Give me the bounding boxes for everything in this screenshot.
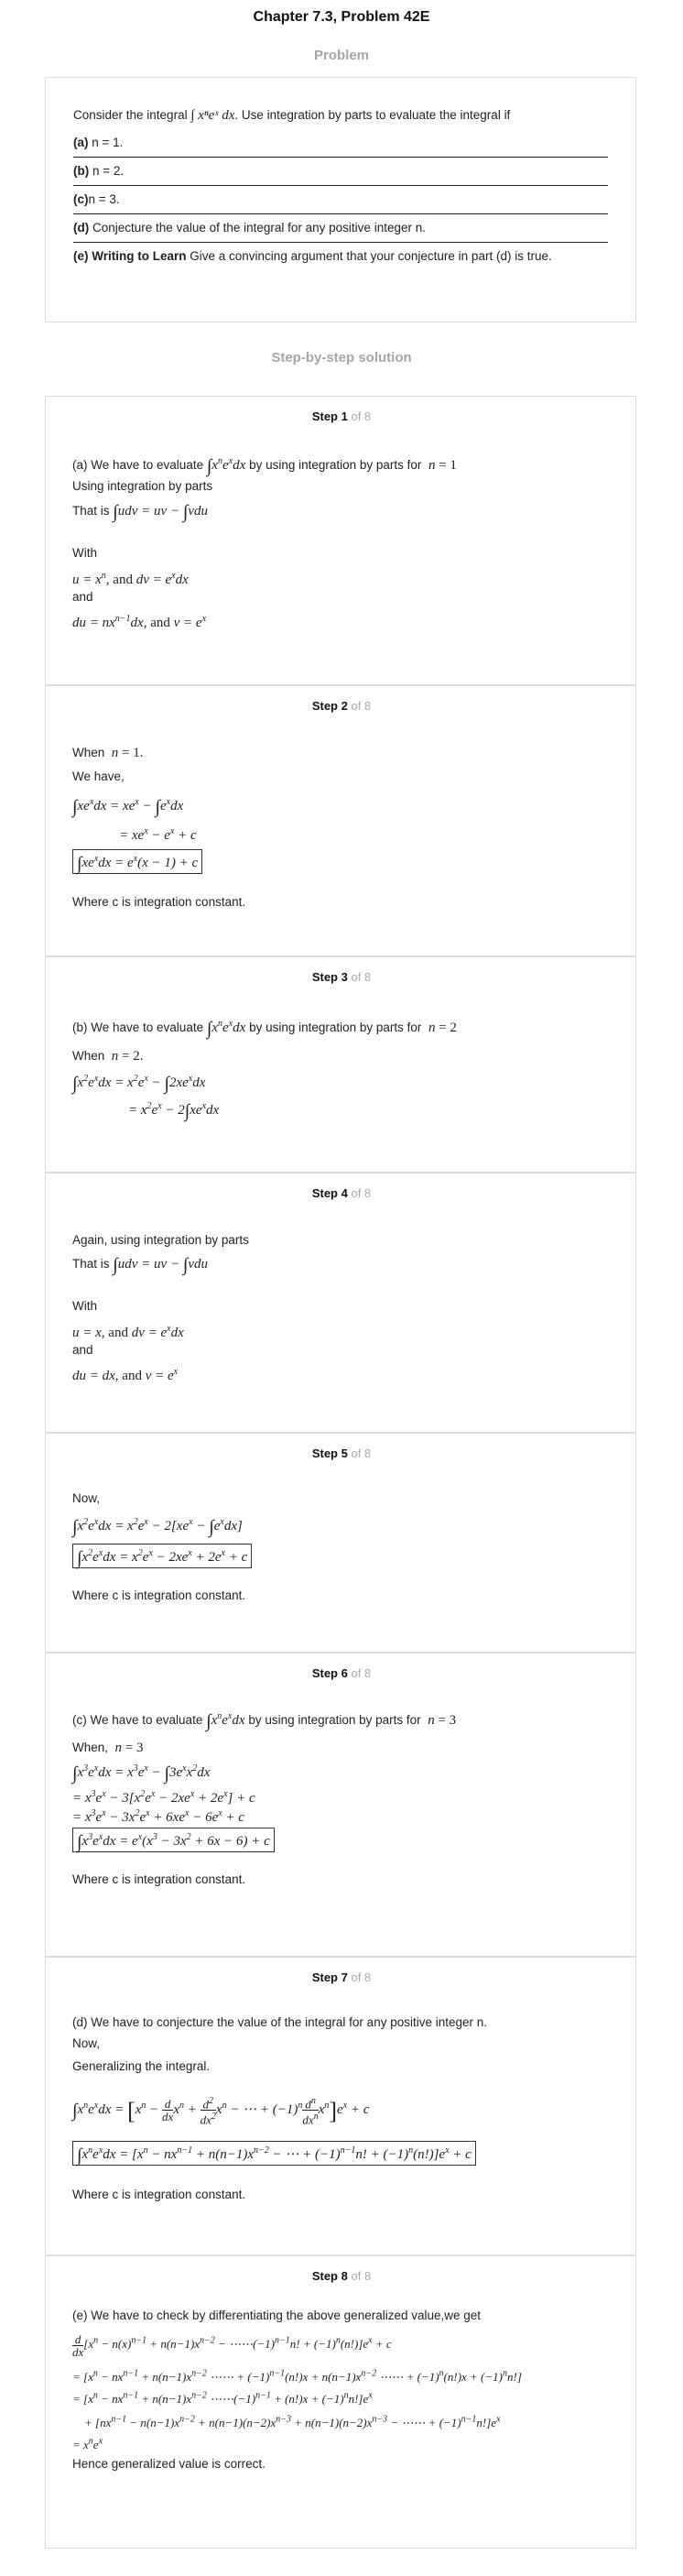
step-4: Step 4 of 8 Again, using integration by parts That is ∫udv = uv − ∫vdu With u = x, and dv = $e^xdx$ and du = dx, and $v = e^x$ xyxy=(45,1173,636,1433)
problem-part-c: (c)n = 3. xyxy=(73,186,608,214)
problem-part-b: (b) n = 2. xyxy=(73,158,608,186)
problem-part-e: (e) Writing to Learn Give a convincing argument that your conjecture in part (d) is true. xyxy=(73,249,552,263)
problem-part-d: (d) Conjecture the value of the integral for any positive integer n. xyxy=(73,214,608,243)
problem-heading: Problem xyxy=(313,48,369,63)
step-1: Step 1 of 8 (a) We have to evaluate $\int x^ne^xdx$ by using integration by parts for n = 1 Using integration by parts That is ∫udv = uv − ∫vdu With $u = x^n$, and dv = $e^xdx$ and du = $nx^{n-1}dx$, and $v = e^x$ xyxy=(45,396,636,685)
step-2: Step 2 of 8 When n = 1. We have, $\int xe^xdx = xe^x - \int e^xdx$ = $xe^x - e^x + c$ $\int xe^xdx = e^x(x - 1) + c$ Where c is integration constant. xyxy=(45,685,636,956)
problem-intro: Consider the integral ∫ xⁿeˣ dx. Use integration by parts to evaluate the integral if xyxy=(73,108,511,123)
step-1-header: Step 1 of 8 xyxy=(311,409,372,423)
step-6-header: Step 6 of 8 xyxy=(311,1666,372,1680)
step-4-header: Step 4 of 8 xyxy=(311,1186,372,1200)
step-2-header: Step 2 of 8 xyxy=(311,699,372,713)
step-7-header: Step 7 of 8 xyxy=(311,1970,372,1984)
step-3: Step 3 of 8 (b) We have to evaluate $\int x^ne^xdx$ by using integration by parts for n = 2 When n = 2. $\int x^2e^xdx = x^2e^x - \int 2xe^xdx$ = $x^2e^x - 2\int xe^xdx$ xyxy=(45,956,636,1173)
step-8: Step 8 of 8 (e) We have to check by differentiating the above generalized value,we get $\frac{d}{dx}$ [$x^n - n(x)^{n-1} + n(n-1)x^{n-2}$ − $\cdots\cdots(-1)^{n-1}n$! + $(-1)^n(n!)]e^x + c$ = [$x^n - nx^{n-1} + n(n-1)x^{n-2}$ ⋯⋯ + $(-1)^{n-1}(n!)x + n(n-1)x^{n-2}$ ⋯⋯ + $(-1)^n(n!)x + (-1)^nn$!] = [$x^n - nx^{n-1} + n(n-1)x^{n-2}$ $\cdots\cdots(-1)^{n-1} + (n!)x + (-1)^nn!]e^x$ + [$nx^{n-1} - n(n-1)x^{n-2} + n(n-1)(n-2)x^{n-3} + n(n-1)(n-2)x^{n-3}$ − ⋯⋯ + $(-1)^{n-1}n!]e^x$ = $x^ne^x$ Hence generalized value is correct. xyxy=(45,2255,636,2549)
step-3-header: Step 3 of 8 xyxy=(311,970,372,984)
step-5: Step 5 of 8 Now, $\int x^2e^xdx = x^2e^x - 2[xe^x - \int e^xdx]$ $\int x^2e^xdx = x^2e^x - 2xe^x + 2e^x + c$ Where c is integration constant. xyxy=(45,1433,636,1653)
step-5-header: Step 5 of 8 xyxy=(311,1446,372,1460)
page-title: Chapter 7.3, Problem 42E xyxy=(253,9,430,25)
step-6: Step 6 of 8 (c) We have to evaluate $\int x^ne^xdx$ by using integration by parts for n = 3 When, n = 3 $\int x^3e^xdx = x^3e^x - \int 3e^xx^2dx$ = $x^3e^x - 3[x^2e^x - 2xe^x + 2e^x] + c$ = $x^3e^x - 3x^2e^x + 6xe^x - 6e^x + c$ $\int x^3e^xdx = e^x(x^3 - 3x^2 + 6x - 6) + c$ Where c is integration constant. xyxy=(45,1653,636,1957)
step-8-header: Step 8 of 8 xyxy=(311,2269,372,2283)
problem-part-a: (a) n = 1. xyxy=(73,129,608,158)
solution-heading: Step-by-step solution xyxy=(271,350,412,366)
problem-card xyxy=(45,77,636,322)
step-7: Step 7 of 8 (d) We have to conjecture the value of the integral for any positive integer n. Now, Generalizing the integral. $\int x^ne^xdx = [x^n$ − $\frac{d}{dx}$ $x^n$ + $\frac{d^2}{dx^2}$ $x^n$ − ⋯ + $(-1)^n$ $\frac{d^n}{dx^n}$ $x^n]e^x + c$ $\int x^ne^xdx = [x^n - nx^{n-1} + n(n-1)x^{n-2}$ − ⋯ + $(-1)^{n-1}n$! + $(-1)^n(n!)]e^x + c$ Where c is integration constant. xyxy=(45,1957,636,2255)
